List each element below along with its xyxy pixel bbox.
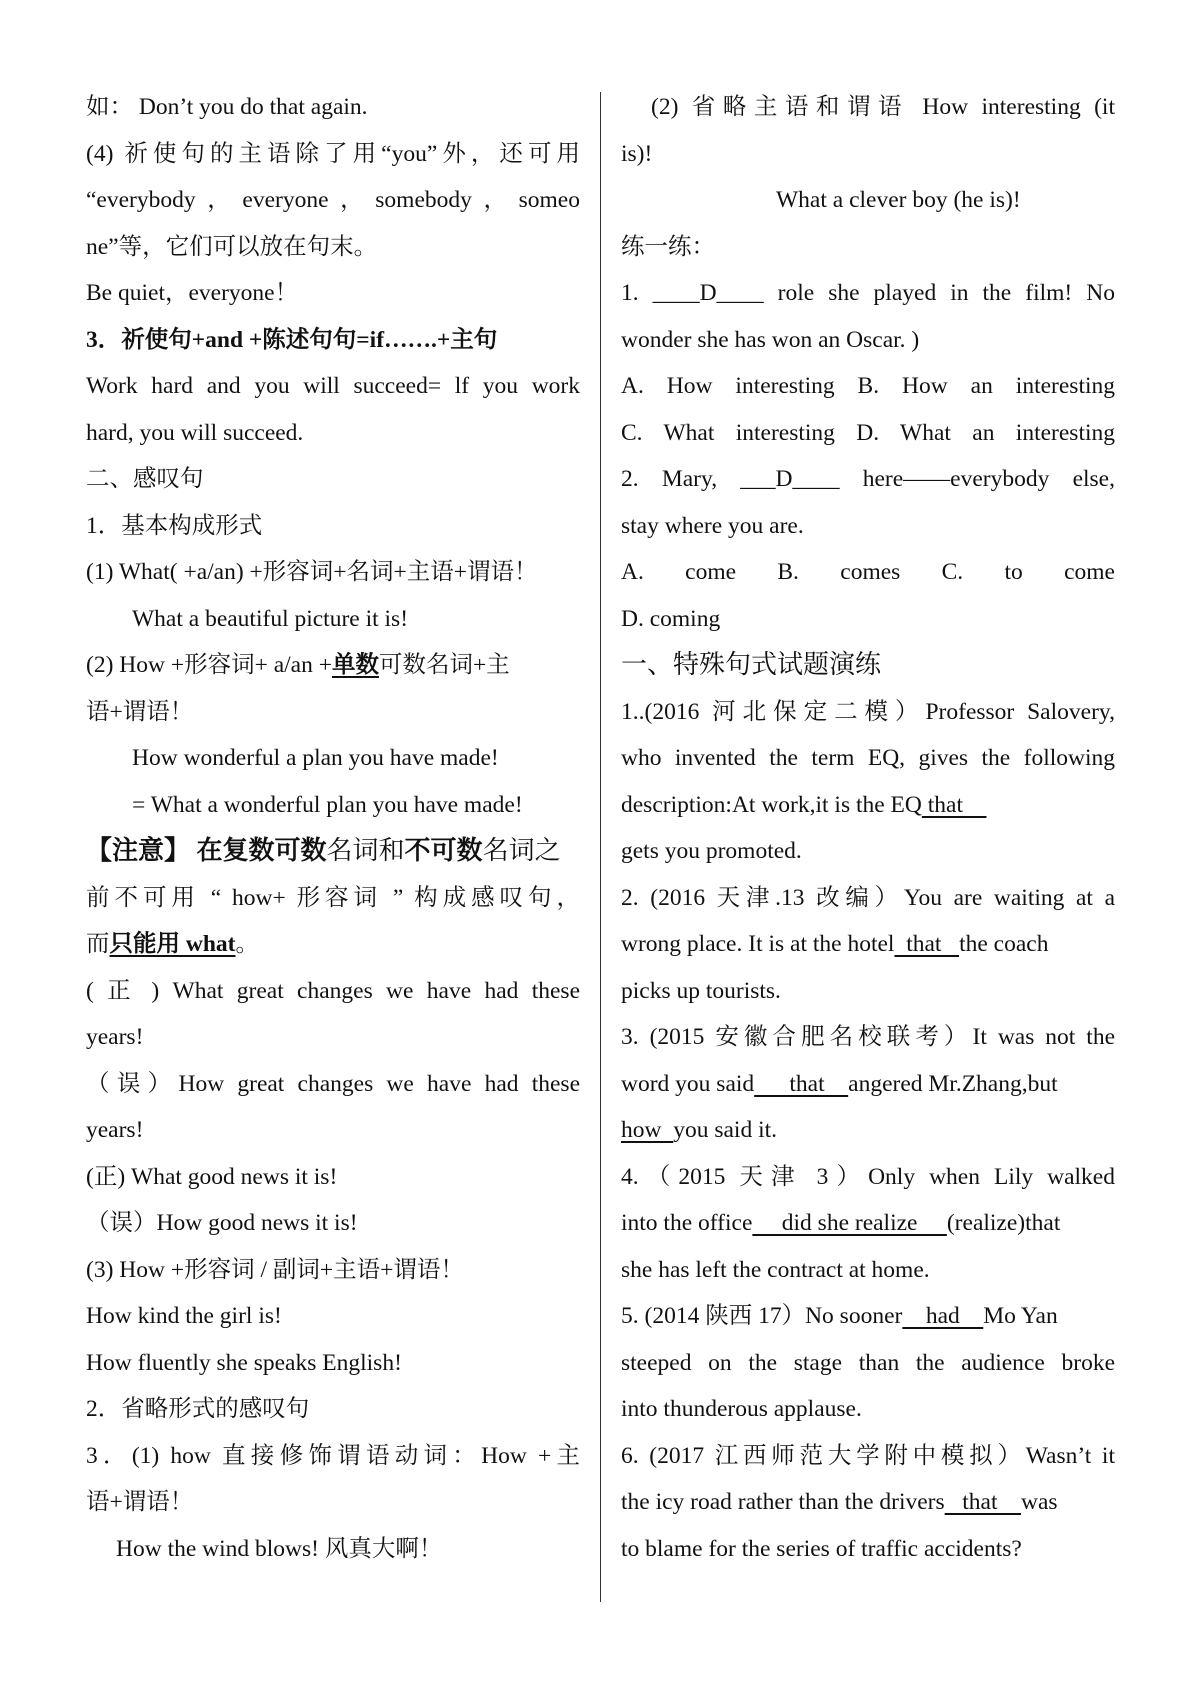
question-line [621, 1479, 1115, 1526]
text-line: (4) 祈使句的主语除了用“you”外，还可用 [86, 140, 580, 167]
question-line: picks up tourists. [621, 977, 781, 1004]
answer-blank: that [894, 931, 960, 957]
section-heading: 一、特殊句式试题演练 [621, 650, 882, 679]
question-line: 4.（2015 天津 3）Only when Lily walked [621, 1163, 1115, 1190]
text-line: Work hard and you will succeed= lf you work [86, 373, 580, 399]
emphasis: 复数可数 [222, 836, 327, 865]
text-fragment: the coach [959, 931, 1049, 957]
option-line: C. What interesting D. What an interesting [621, 419, 1115, 446]
answer-blank: that [944, 1489, 1022, 1515]
text-line: 3．(1) how 直接修饰谓语动词：How +主 [86, 1442, 580, 1469]
question-line [621, 1200, 1115, 1247]
exercise-heading: 练一练： [621, 233, 715, 260]
answer-blank: how [621, 1117, 674, 1143]
example-line: What a beautiful picture it is! [132, 605, 409, 632]
emphasis: 不可数 [404, 836, 483, 865]
text-fragment: 可数名词+主 [379, 652, 510, 678]
question-line: 6. (2017 江西师范大学附中模拟）Wasn’t it [621, 1442, 1115, 1469]
text-fragment: 。 [235, 931, 259, 957]
text-line [86, 642, 580, 689]
question-line: who invented the term EQ, gives the following [621, 745, 1115, 771]
note-line [86, 828, 580, 875]
text-fragment: (realize)that [946, 1210, 1061, 1236]
example-line: How the wind blows! 风真大啊！ [116, 1535, 443, 1562]
subsection-heading: 2．省略形式的感叹句 [86, 1396, 310, 1422]
question-line [621, 1293, 1115, 1340]
text-fragment: 名词之 [482, 836, 561, 865]
question-line: stay where you are. [621, 512, 804, 539]
text-line: ne”等，它们可以放在句末。 [86, 233, 378, 260]
text-line: years! [86, 1117, 144, 1143]
question-line [621, 1061, 1115, 1108]
left-column [86, 84, 580, 1572]
text-fragment: was [1021, 1489, 1058, 1515]
text-fragment: into the office [621, 1210, 753, 1236]
question-line: 1. ____D____ role she played in the film! No [621, 280, 1115, 306]
text-line [86, 921, 580, 968]
question-line: 2. Mary, ___D____ here——everybody else, [621, 466, 1115, 492]
text-line: (正) What good news it is! [86, 1163, 338, 1190]
text-line: “everybody，everyone，somebody，someo [86, 187, 580, 213]
emphasis: 只能用 what [109, 931, 236, 957]
section-heading: 二、感叹句 [86, 466, 204, 492]
question-line: 2. (2016 天津.13 改编）You are waiting at a [621, 884, 1115, 911]
option-line: A. How interesting B. How an interesting [621, 373, 1115, 399]
note-label: 【注意】 在 [86, 836, 223, 865]
question-line: wonder she has won an Oscar. ) [621, 326, 920, 353]
question-line: into thunderous applause. [621, 1396, 862, 1422]
question-line: she has left the contract at home. [621, 1256, 930, 1283]
question-line [621, 782, 1115, 829]
question-line: 3. (2015 安徽合肥名校联考）It was not the [621, 1024, 1115, 1050]
answer-blank: that [754, 1070, 849, 1097]
text-line: （误）How good news it is! [86, 1210, 358, 1236]
text-fragment: description:At work,it is the EQ [621, 791, 922, 818]
text-line: 语+谓语！ [86, 1489, 194, 1515]
text-line: years! [86, 1024, 144, 1050]
text-fragment: 而 [86, 931, 110, 957]
answer-blank: had [902, 1303, 984, 1329]
text-line: Be quiet，everyone！ [86, 280, 299, 306]
answer-blank: did she realize [752, 1210, 947, 1236]
emphasis: 单数 [332, 652, 379, 678]
right-column [621, 84, 1115, 1572]
text-line: (2) 省略主语和谓语 How interesting (it [651, 94, 1115, 120]
text-fragment: wrong place. It is at the hotel [621, 931, 895, 957]
example-line: = What a wonderful plan you have made! [132, 791, 523, 818]
section-heading: 3．祈使句+and +陈述句句=if…….+主句 [86, 326, 498, 353]
question-line: 1..(2016 河北保定二模）Professor Salovery, [621, 698, 1115, 725]
question-line: to blame for the series of traffic accidents? [621, 1535, 1022, 1562]
text-line: is)! [621, 140, 653, 167]
example-line: How wonderful a plan you have made! [132, 745, 499, 771]
text-fragment: 名词和 [326, 836, 405, 865]
text-fragment: you said it. [673, 1117, 778, 1143]
text-line: ( 正 ) What great changes we have had these [86, 977, 580, 1004]
question-line [621, 1107, 1115, 1154]
text-line: How fluently she speaks English! [86, 1349, 402, 1376]
text-fragment: angered Mr.Zhang,but [848, 1070, 1058, 1097]
answer-blank: that [921, 791, 987, 818]
text-fragment: Mo Yan [983, 1303, 1058, 1329]
column-divider [600, 92, 601, 1602]
example-line: What a clever boy (he is)! [776, 187, 1021, 213]
text-line: 语+谓语！ [86, 698, 194, 725]
option-line: D. coming [621, 605, 721, 632]
text-line: How kind the girl is! [86, 1303, 282, 1329]
question-line: steeped on the stage than the audience broke [621, 1349, 1115, 1376]
text-fragment: word you said [621, 1070, 755, 1097]
text-line: 前不可用 “ how+ 形容词 ” 构成感叹句， [86, 884, 580, 911]
text-line: hard, you will succeed. [86, 419, 304, 446]
text-line: (3) How +形容词 / 副词+主语+谓语！ [86, 1256, 464, 1283]
text-fragment: (2) How +形容词+ a/an + [86, 652, 332, 678]
text-line: (1) What( +a/an) +形容词+名词+主语+谓语！ [86, 559, 538, 585]
question-line: gets you promoted. [621, 838, 802, 864]
question-line [621, 921, 1115, 968]
text-line: 如： Don’t you do that again. [86, 94, 368, 120]
text-fragment: 5. (2014 陕西 17）No sooner [621, 1303, 903, 1329]
text-line: （误）How great changes we have had these [86, 1070, 580, 1097]
text-fragment: the icy road rather than the drivers [621, 1489, 945, 1515]
subsection-heading: 1．基本构成形式 [86, 512, 263, 539]
option-line: A. come B. comes C. to come [621, 559, 1115, 585]
